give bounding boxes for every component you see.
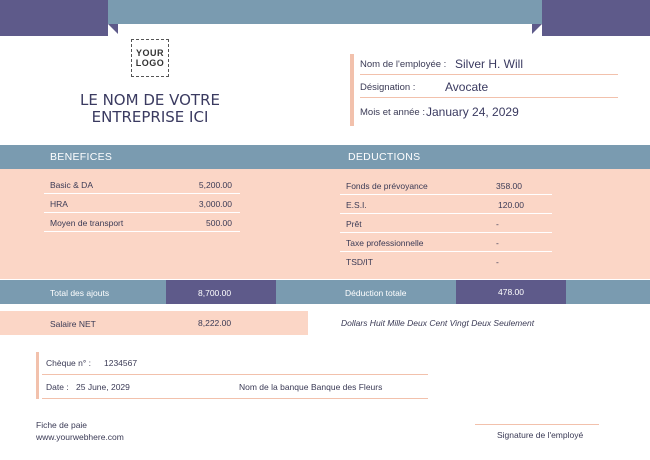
- deduction-row: [340, 176, 552, 195]
- top-right-decoration: [532, 0, 650, 36]
- totals-band: [0, 280, 650, 304]
- benefit-value: 3,000.00: [198, 199, 232, 209]
- benefit-value: 5,200.00: [198, 180, 232, 190]
- bank-name-label: Nom de la banque :: [239, 382, 314, 392]
- total-deductions-box: [456, 280, 566, 304]
- deduction-row: [340, 252, 552, 271]
- designation-value: Avocate: [445, 80, 489, 94]
- company-logo: [131, 39, 169, 77]
- benefit-name: Moyen de transport: [50, 218, 124, 228]
- company-name-line1: LE NOM DE VOTRE: [79, 91, 220, 109]
- total-additions-label: Total des ajouts: [50, 288, 110, 298]
- employee-name-label: Nom de l'employée :: [360, 59, 447, 70]
- deduction-value: -: [496, 219, 499, 229]
- total-additions-box: [166, 280, 276, 304]
- deduction-value: -: [496, 257, 499, 267]
- top-band: [108, 0, 542, 24]
- net-salary-in-words: Dollars Huit Mille Deux Cent Vingt Deux Seulement: [341, 318, 535, 328]
- company-name: [60, 92, 240, 126]
- net-salary-box: [0, 311, 308, 335]
- benefit-row: [44, 213, 240, 232]
- cheque-accent: [36, 352, 39, 399]
- net-salary-label: Salaire NET: [50, 319, 96, 329]
- signature-label: Signature de l'employé: [497, 430, 584, 440]
- deduction-name: Taxe professionnelle: [346, 238, 424, 248]
- deduction-value: 120.00: [498, 200, 524, 210]
- deductions-header: DEDUCTIONS: [348, 151, 421, 163]
- deduction-row: [340, 195, 552, 214]
- logo-text-line2: LOGO: [135, 58, 165, 68]
- signature-line: [475, 424, 599, 425]
- cheque-divider: [42, 374, 428, 375]
- designation-label: Désignation :: [360, 82, 416, 93]
- top-left-decoration: [0, 0, 118, 36]
- date-value: 25 June, 2029: [76, 382, 130, 392]
- deduction-row: [340, 233, 552, 252]
- details-area: [0, 169, 650, 279]
- cheque-number-value: 1234567: [104, 358, 138, 368]
- document-type: Fiche de paie: [36, 420, 88, 430]
- benefits-header: BENEFICES: [50, 151, 113, 163]
- benefit-row: [44, 175, 240, 194]
- month-year-row: [360, 100, 618, 122]
- employee-name-value: Silver H. Will: [455, 57, 523, 71]
- company-name-line2: ENTREPRISE ICI: [91, 108, 209, 126]
- deduction-row: [340, 214, 552, 233]
- employee-name-row: [360, 53, 618, 75]
- month-year-value: January 24, 2029: [426, 105, 519, 119]
- cheque-number-label: Chèque n° :: [46, 358, 91, 368]
- logo-text-line1: YOUR: [135, 48, 164, 58]
- website-link[interactable]: www.yourwebhere.com: [36, 432, 124, 442]
- total-additions-value: 8,700.00: [198, 288, 232, 298]
- benefit-name: Basic & DA: [50, 180, 93, 190]
- bank-name-value: Banque des Fleurs: [311, 382, 383, 392]
- deduction-value: 358.00: [496, 181, 522, 191]
- deduction-name: TSD/IT: [346, 257, 373, 267]
- benefit-row: [44, 194, 240, 213]
- month-year-label: Mois et année :: [360, 107, 425, 118]
- deduction-name: Prêt: [346, 219, 362, 229]
- net-salary-value: 8,222.00: [198, 318, 232, 328]
- deduction-value: -: [496, 238, 499, 248]
- total-deductions-label: Déduction totale: [345, 288, 407, 298]
- benefit-name: HRA: [50, 199, 68, 209]
- designation-row: [360, 76, 618, 98]
- date-label: Date :: [46, 382, 69, 392]
- total-deductions-value: 478.00: [498, 287, 524, 297]
- cheque-divider: [42, 398, 428, 399]
- employee-info-accent: [350, 54, 354, 126]
- deduction-name: Fonds de prévoyance: [346, 181, 428, 191]
- benefit-value: 500.00: [206, 218, 232, 228]
- deduction-name: E.S.I.: [346, 200, 367, 210]
- section-header-band: [0, 145, 650, 169]
